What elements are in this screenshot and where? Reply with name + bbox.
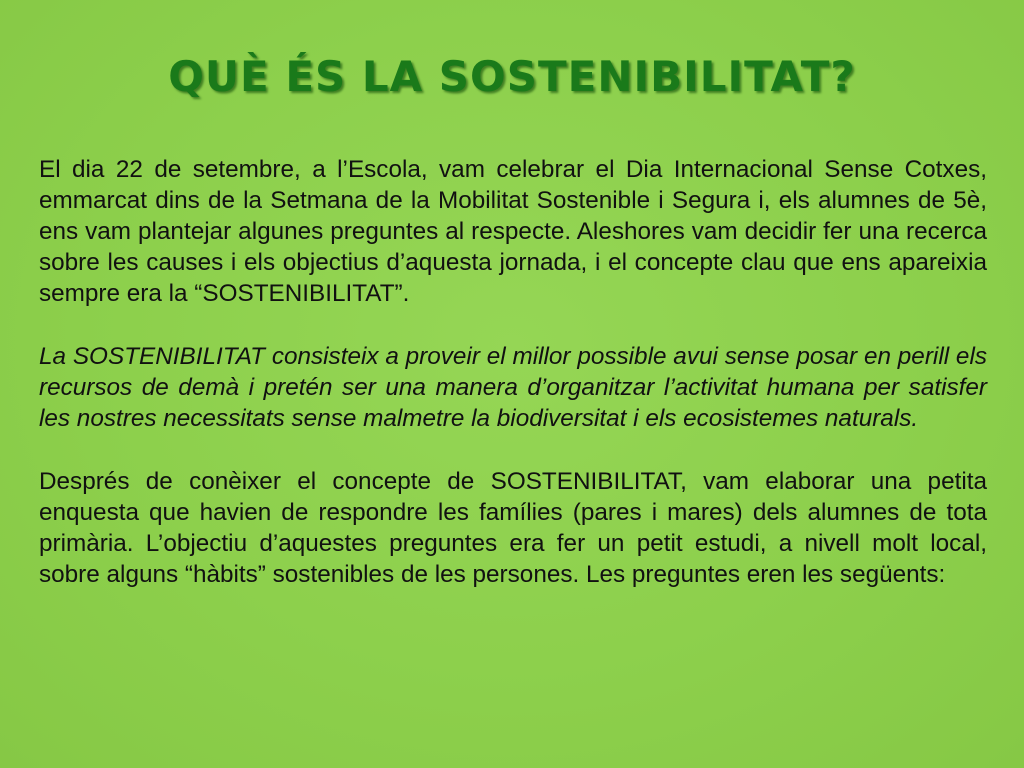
paragraph-intro: El dia 22 de setembre, a l’Escola, vam celebrar el Dia Internacional Sense Cotxes, emmarcat dins de la Setmana de la Mobilitat Sostenible i Segura i, els alumnes de 5è, ens vam plantejar algunes preguntes al respecte. Aleshores vam decidir fer una recerca sobre les causes i els objectius d’aquesta jornada, i el concepte clau que ens apareixia sempre era la “SOSTENIBILITAT”. (39, 156, 987, 307)
paragraph-survey: Després de conèixer el concepte de SOSTENIBILITAT, vam elaborar una petita enquesta que havien de respondre les famílies (pares i mares) dels alumnes de tota primària. L’objectiu d’aquestes preguntes era fer un petit estudi, a nivell molt local, sobre alguns “hàbits” sostenibles de les persones. Les preguntes eren les següents: (39, 468, 987, 588)
paragraph-definition: La SOSTENIBILITAT consisteix a proveir el millor possible avui sense posar en perill els recursos de demà i pretén ser una manera d’organitzar l’activitat humana per satisfer les nostres necessitats sense malmetre la biodiversitat i els ecosistemes naturals. (39, 343, 987, 432)
slide-title: QUÈ ÉS LA SOSTENIBILITAT? (168, 52, 856, 101)
slide-body (39, 154, 987, 622)
